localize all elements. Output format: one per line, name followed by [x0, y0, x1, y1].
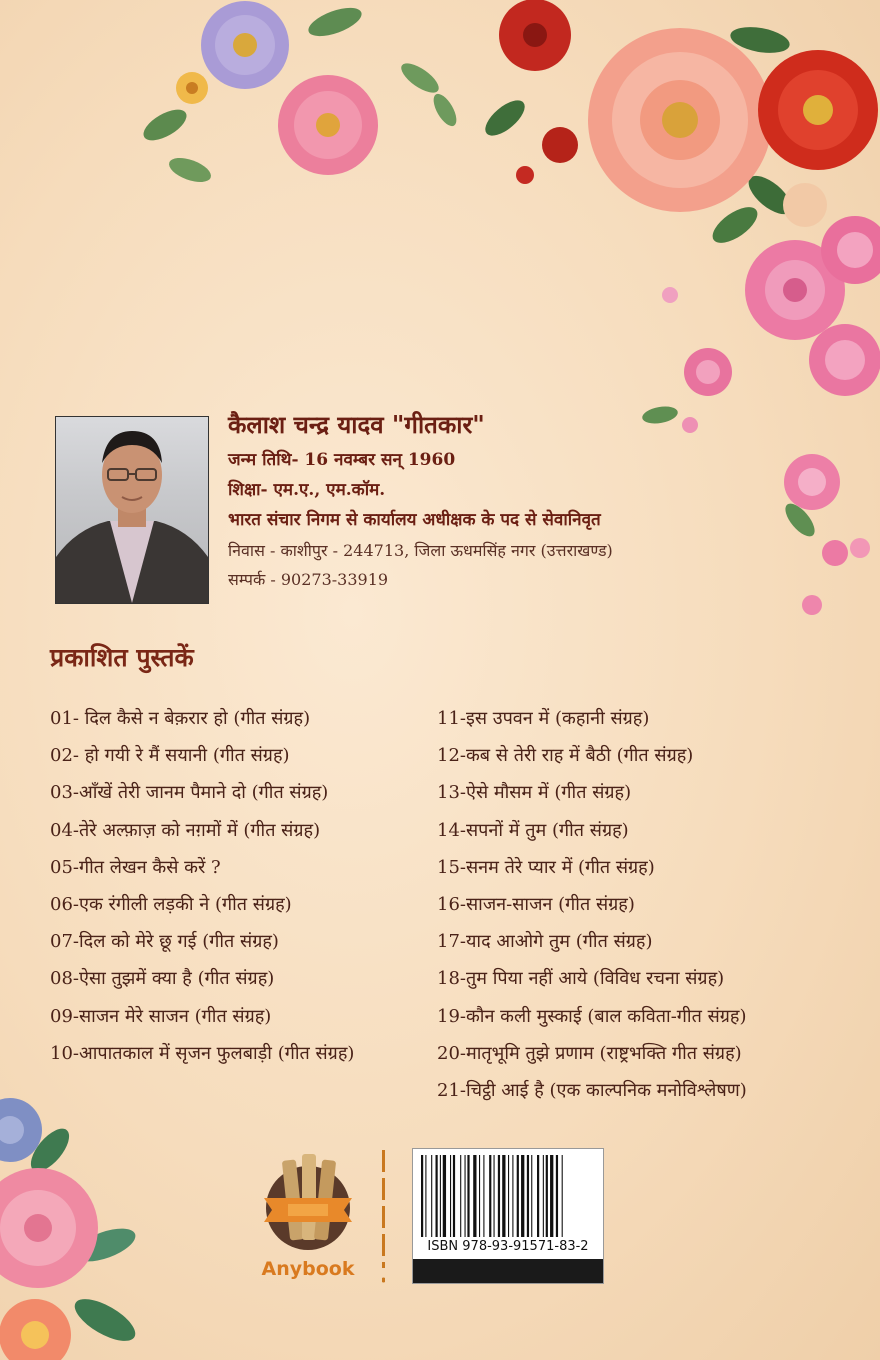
book-item: 17-याद आओगे तुम (गीत संग्रह): [437, 931, 653, 953]
book-item: 16-साजन-साजन (गीत संग्रह): [437, 894, 635, 916]
author-residence: निवास - काशीपुर - 244713, जिला ऊधमसिंह नगर (उत्तराखण्ड): [228, 541, 613, 560]
author-name: कैलाश चन्द्र यादव "गीतकार": [228, 410, 485, 439]
author-info: [228, 408, 828, 595]
book-item: 01- दिल कैसे न बेक़रार हो (गीत संग्रह): [50, 708, 311, 729]
author-contact-block: [228, 537, 828, 593]
book-item: 11-इस उपवन में (कहानी संग्रह): [437, 708, 650, 729]
book-item: 08-ऐसा तुझमें क्या है (गीत संग्रह): [50, 968, 275, 990]
barcode-bars: [421, 1155, 595, 1237]
barcode-footer-bar: [413, 1259, 603, 1283]
author-career: भारत संचार निगम से कार्यालय अधीक्षक के पद से सेवानिवृत: [228, 510, 601, 530]
book-item: 19-कौन कली मुस्काई (बाल कविता-गीत संग्रह): [437, 1005, 747, 1027]
book-item: 02- हो गयी रे मैं सयानी (गीत संग्रह): [50, 745, 290, 767]
author-phone: सम्पर्क - 90273-33919: [228, 570, 389, 589]
book-item: 05-गीत लेखन कैसे करें ?: [50, 856, 221, 878]
book-item: 03-आँखें तेरी जानम पैमाने दो (गीत संग्रह): [50, 782, 329, 804]
book-list-left: [50, 700, 430, 1072]
published-books-heading: प्रकाशित पुस्तकें: [50, 643, 194, 672]
author-dob: जन्म तिथि- 16 नवम्बर सन् 1960: [228, 450, 456, 470]
author-education: शिक्षा- एम.ए., एम.कॉम.: [228, 480, 386, 500]
publisher-name: Anybook: [261, 1258, 355, 1280]
book-list-right: [437, 700, 837, 1109]
author-portrait-illustration: [56, 417, 208, 603]
isbn-barcode: [412, 1148, 604, 1284]
book-item: 13-ऐसे मौसम में (गीत संग्रह): [437, 782, 632, 804]
book-item: 20-मातृभूमि तुझे प्रणाम (राष्ट्रभक्ति गीत संग्रह): [437, 1042, 742, 1064]
book-item: 09-साजन मेरे साजन (गीत संग्रह): [50, 1005, 272, 1027]
book-item: 18-तुम पिया नहीं आये (विविध रचना संग्रह): [437, 968, 725, 990]
book-item: 04-तेरे अल्फ़ाज़ को नग़मों में (गीत संग्रह): [50, 819, 321, 841]
book-item: 10-आपातकाल में सृजन फुलबाड़ी (गीत संग्रह): [50, 1042, 355, 1064]
book-item: 07-दिल को मेरे छू गई (गीत संग्रह): [50, 931, 279, 953]
isbn-number: ISBN 978-93-91571-83-2: [427, 1239, 589, 1254]
dotted-divider: [382, 1150, 385, 1286]
book-item: 12-कब से तेरी राह में बैठी (गीत संग्रह): [437, 745, 694, 767]
book-item: 15-सनम तेरे प्यार में (गीत संग्रह): [437, 856, 655, 878]
author-photo: [55, 416, 209, 604]
book-item: 06-एक रंगीली लड़की ने (गीत संग्रह): [50, 894, 292, 916]
book-item: 21-चिट्ठी आई है (एक काल्पनिक मनोविश्लेषण): [437, 1080, 747, 1102]
book-item: 14-सपनों में तुम (गीत संग्रह): [437, 819, 629, 841]
